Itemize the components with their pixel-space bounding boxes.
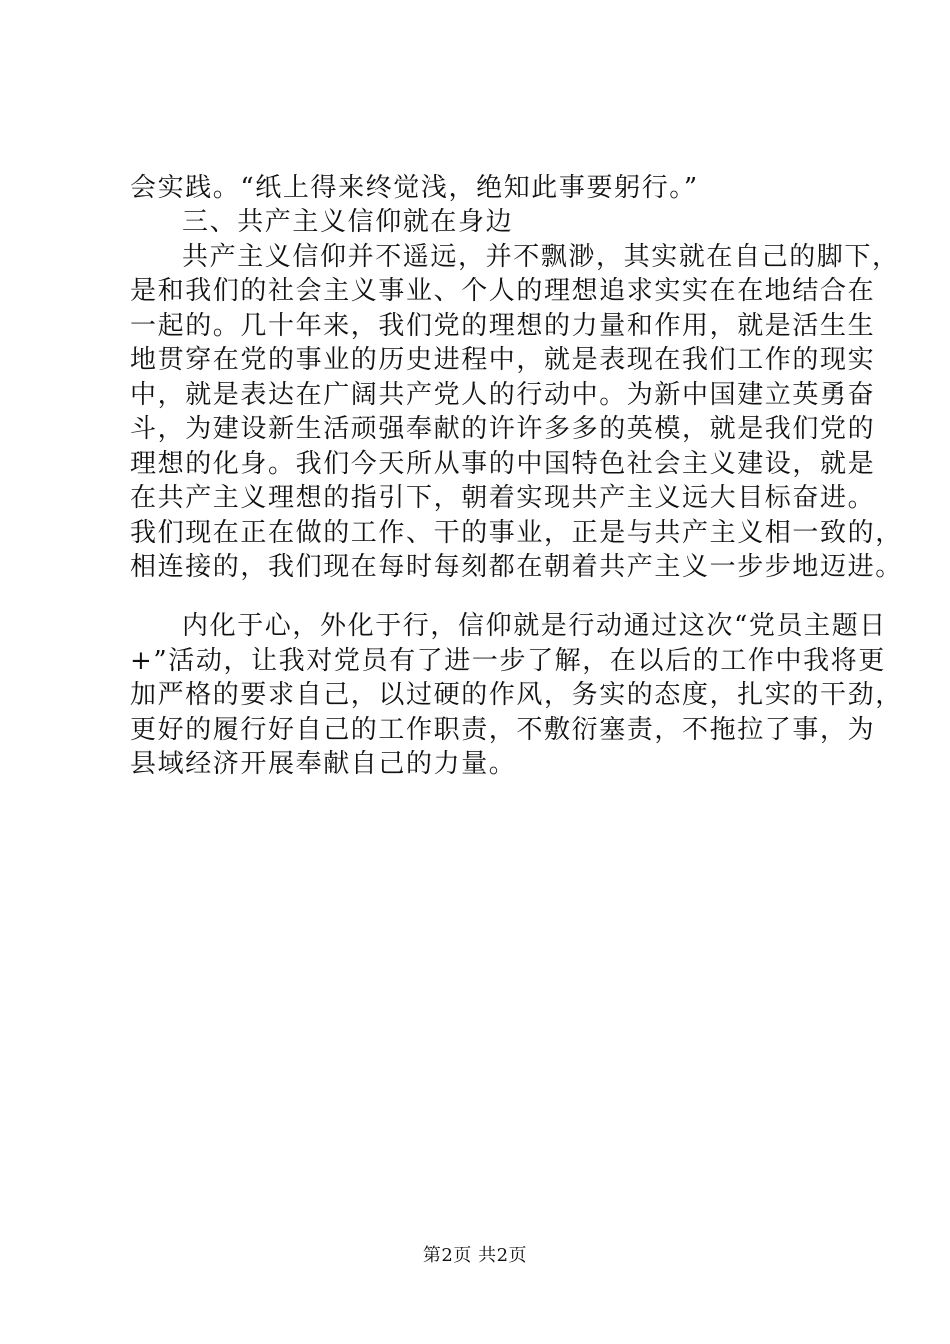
text-line: 县域经济开展奉献自己的力量。 — [130, 749, 517, 779]
text-line: 一起的。几十年来，我们党的理想的力量和作用，就是活生生 — [130, 311, 876, 341]
text-line: +”活动，让我对党员有了进一步了解，在以后的工作中我将更 — [130, 646, 886, 676]
page-number: 第2页 共2页 — [422, 1245, 528, 1266]
text-line: 理想的化身。我们今天所从事的中国特色社会主义建设，就是 — [130, 449, 876, 479]
text-line: 共产主义信仰并不遥远，并不飘渺，其实就在自己的脚下， — [182, 242, 900, 272]
text-line: 斗，为建设新生活顽强奉献的许许多多的英模，就是我们党的 — [130, 414, 876, 444]
text-line: 加严格的要求自己，以过硬的作风，务实的态度，扎实的干劲， — [130, 680, 903, 710]
text-line: 内化于心，外化于行，信仰就是行动通过这次“党员主题日 — [182, 611, 887, 641]
section-heading: 三、共产主义信仰就在身边 — [182, 207, 514, 237]
text-line: 会实践。“纸上得来终觉浅，绝知此事要躬行。” — [130, 173, 699, 203]
text-line: 在共产主义理想的指引下，朝着实现共产主义远大目标奋进。 — [130, 483, 876, 513]
text-line: 我们现在正在做的工作、干的事业，正是与共产主义相一致的， — [130, 518, 903, 548]
text-line: 地贯穿在党的事业的历史进程中，就是表现在我们工作的现实 — [130, 345, 876, 375]
text-line: 是和我们的社会主义事业、个人的理想追求实实在在地结合在 — [130, 276, 876, 306]
text-line: 中，就是表达在广阔共产党人的行动中。为新中国建立英勇奋 — [130, 380, 876, 410]
text-line: 更好的履行好自己的工作职责，不敷衍塞责，不拖拉了事，为 — [130, 715, 876, 745]
text-line: 相连接的，我们现在每时每刻都在朝着共产主义一步步地迈进。 — [130, 552, 903, 582]
